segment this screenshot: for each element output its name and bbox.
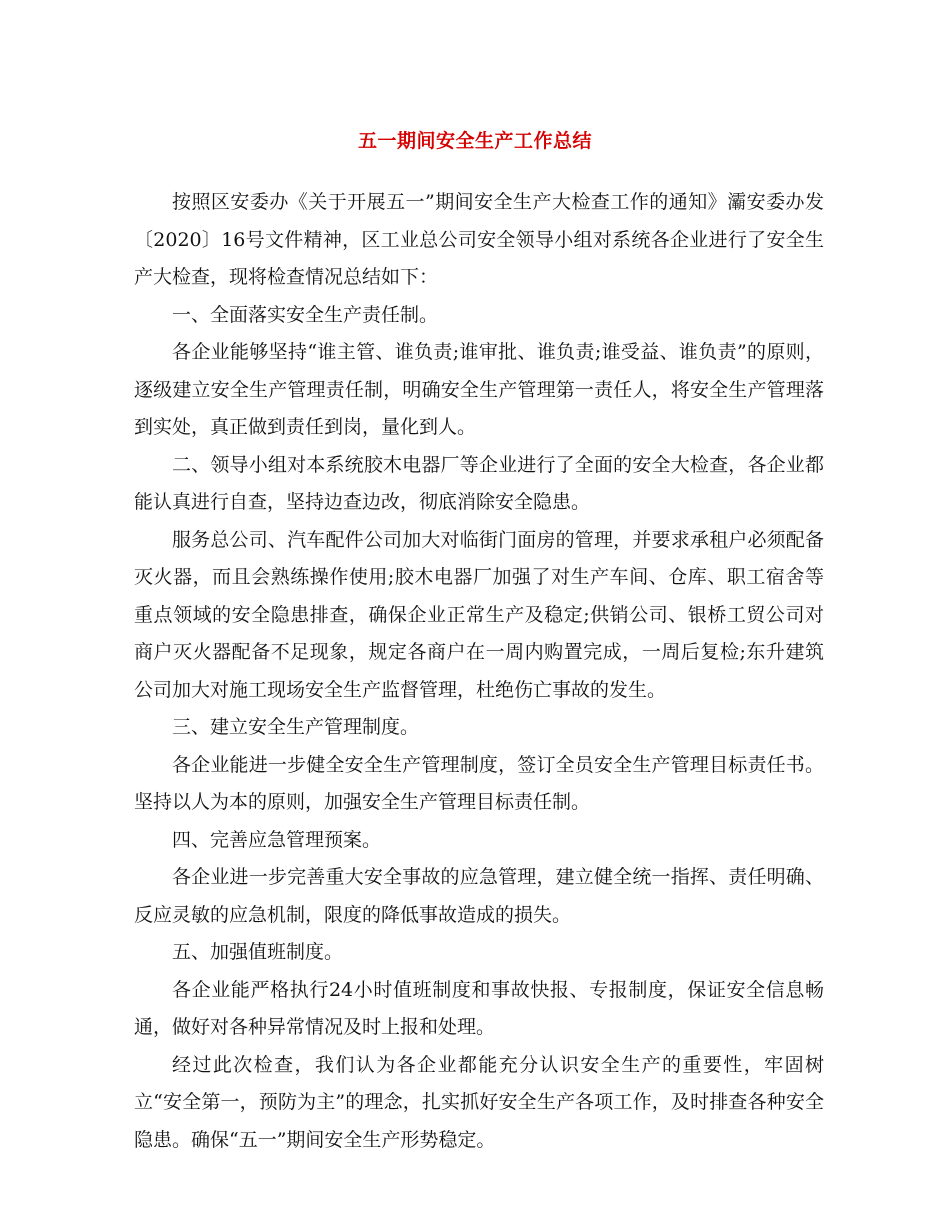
paragraph-conclusion: 经过此次检查，我们认为各企业都能充分认识安全生产的重要性，牢固树立“安全第一，预防为主”的理念，扎实抓好安全生产各项工作，及时排查各种安全隐患。确保“五一”期间安全生产形势稳定。 xyxy=(134,1053,824,1151)
document-title: 五一期间安全生产工作总结 xyxy=(357,130,592,152)
paragraph: 各企业能够坚持“谁主管、谁负责;谁审批、谁负责;谁受益、谁负责”的原则，逐级建立安全生产管理责任制，明确安全生产管理第一责任人，将安全生产管理落到实处，真正做到责任到岗，量化到人。 xyxy=(134,341,824,438)
section-heading-2: 二、领导小组对本系统胶木电器厂等企业进行了全面的安全大检查，各企业都能认真进行自查，坚持边查边改，彻底消除安全隐患。 xyxy=(134,453,824,513)
paragraph: 各企业能严格执行24小时值班制度和事故快报、专报制度，保证安全信息畅通，做好对各种异常情况及时上报和处理。 xyxy=(134,978,824,1038)
paragraph: 各企业进一步完善重大安全事故的应急管理，建立健全统一指挥、责任明确、反应灵敏的应急机制，限度的降低事故造成的损失。 xyxy=(134,866,824,926)
section-heading-3: 三、建立安全生产管理制度。 xyxy=(172,716,420,738)
document-body xyxy=(134,184,824,1159)
section-heading-4: 四、完善应急管理预案。 xyxy=(172,828,382,851)
section-heading-1: 一、全面落实安全生产责任制。 xyxy=(172,303,439,326)
paragraph: 各企业能进一步健全安全生产管理制度，签订全员安全生产管理目标责任书。坚持以人为本的原则，加强安全生产管理目标责任制。 xyxy=(134,753,824,813)
section-heading-5: 五、加强值班制度。 xyxy=(172,941,344,963)
paragraph-intro: 按照区安委办《关于开展五一”期间安全生产大检查工作的通知》灞安委办发〔2020〕16号文件精神，区工业总公司安全领导小组对系统各企业进行了安全生产大检查，现将检查情况总结如下： xyxy=(134,191,824,288)
paragraph: 服务总公司、汽车配件公司加大对临街门面房的管理，并要求承租户必须配备灭火器，而且会熟练操作使用;胶木电器厂加强了对生产车间、仓库、职工宿舍等重点领域的安全隐患排查，确保企业正常生产及稳定;供销公司、银桥工贸公司对商户灭火器配备不足现象，规定各商户在一周内购置完成，一周后复检;东升建筑公司加大对施工现场安全生产监督管理，杜绝伤亡事故的发生。 xyxy=(134,528,824,701)
